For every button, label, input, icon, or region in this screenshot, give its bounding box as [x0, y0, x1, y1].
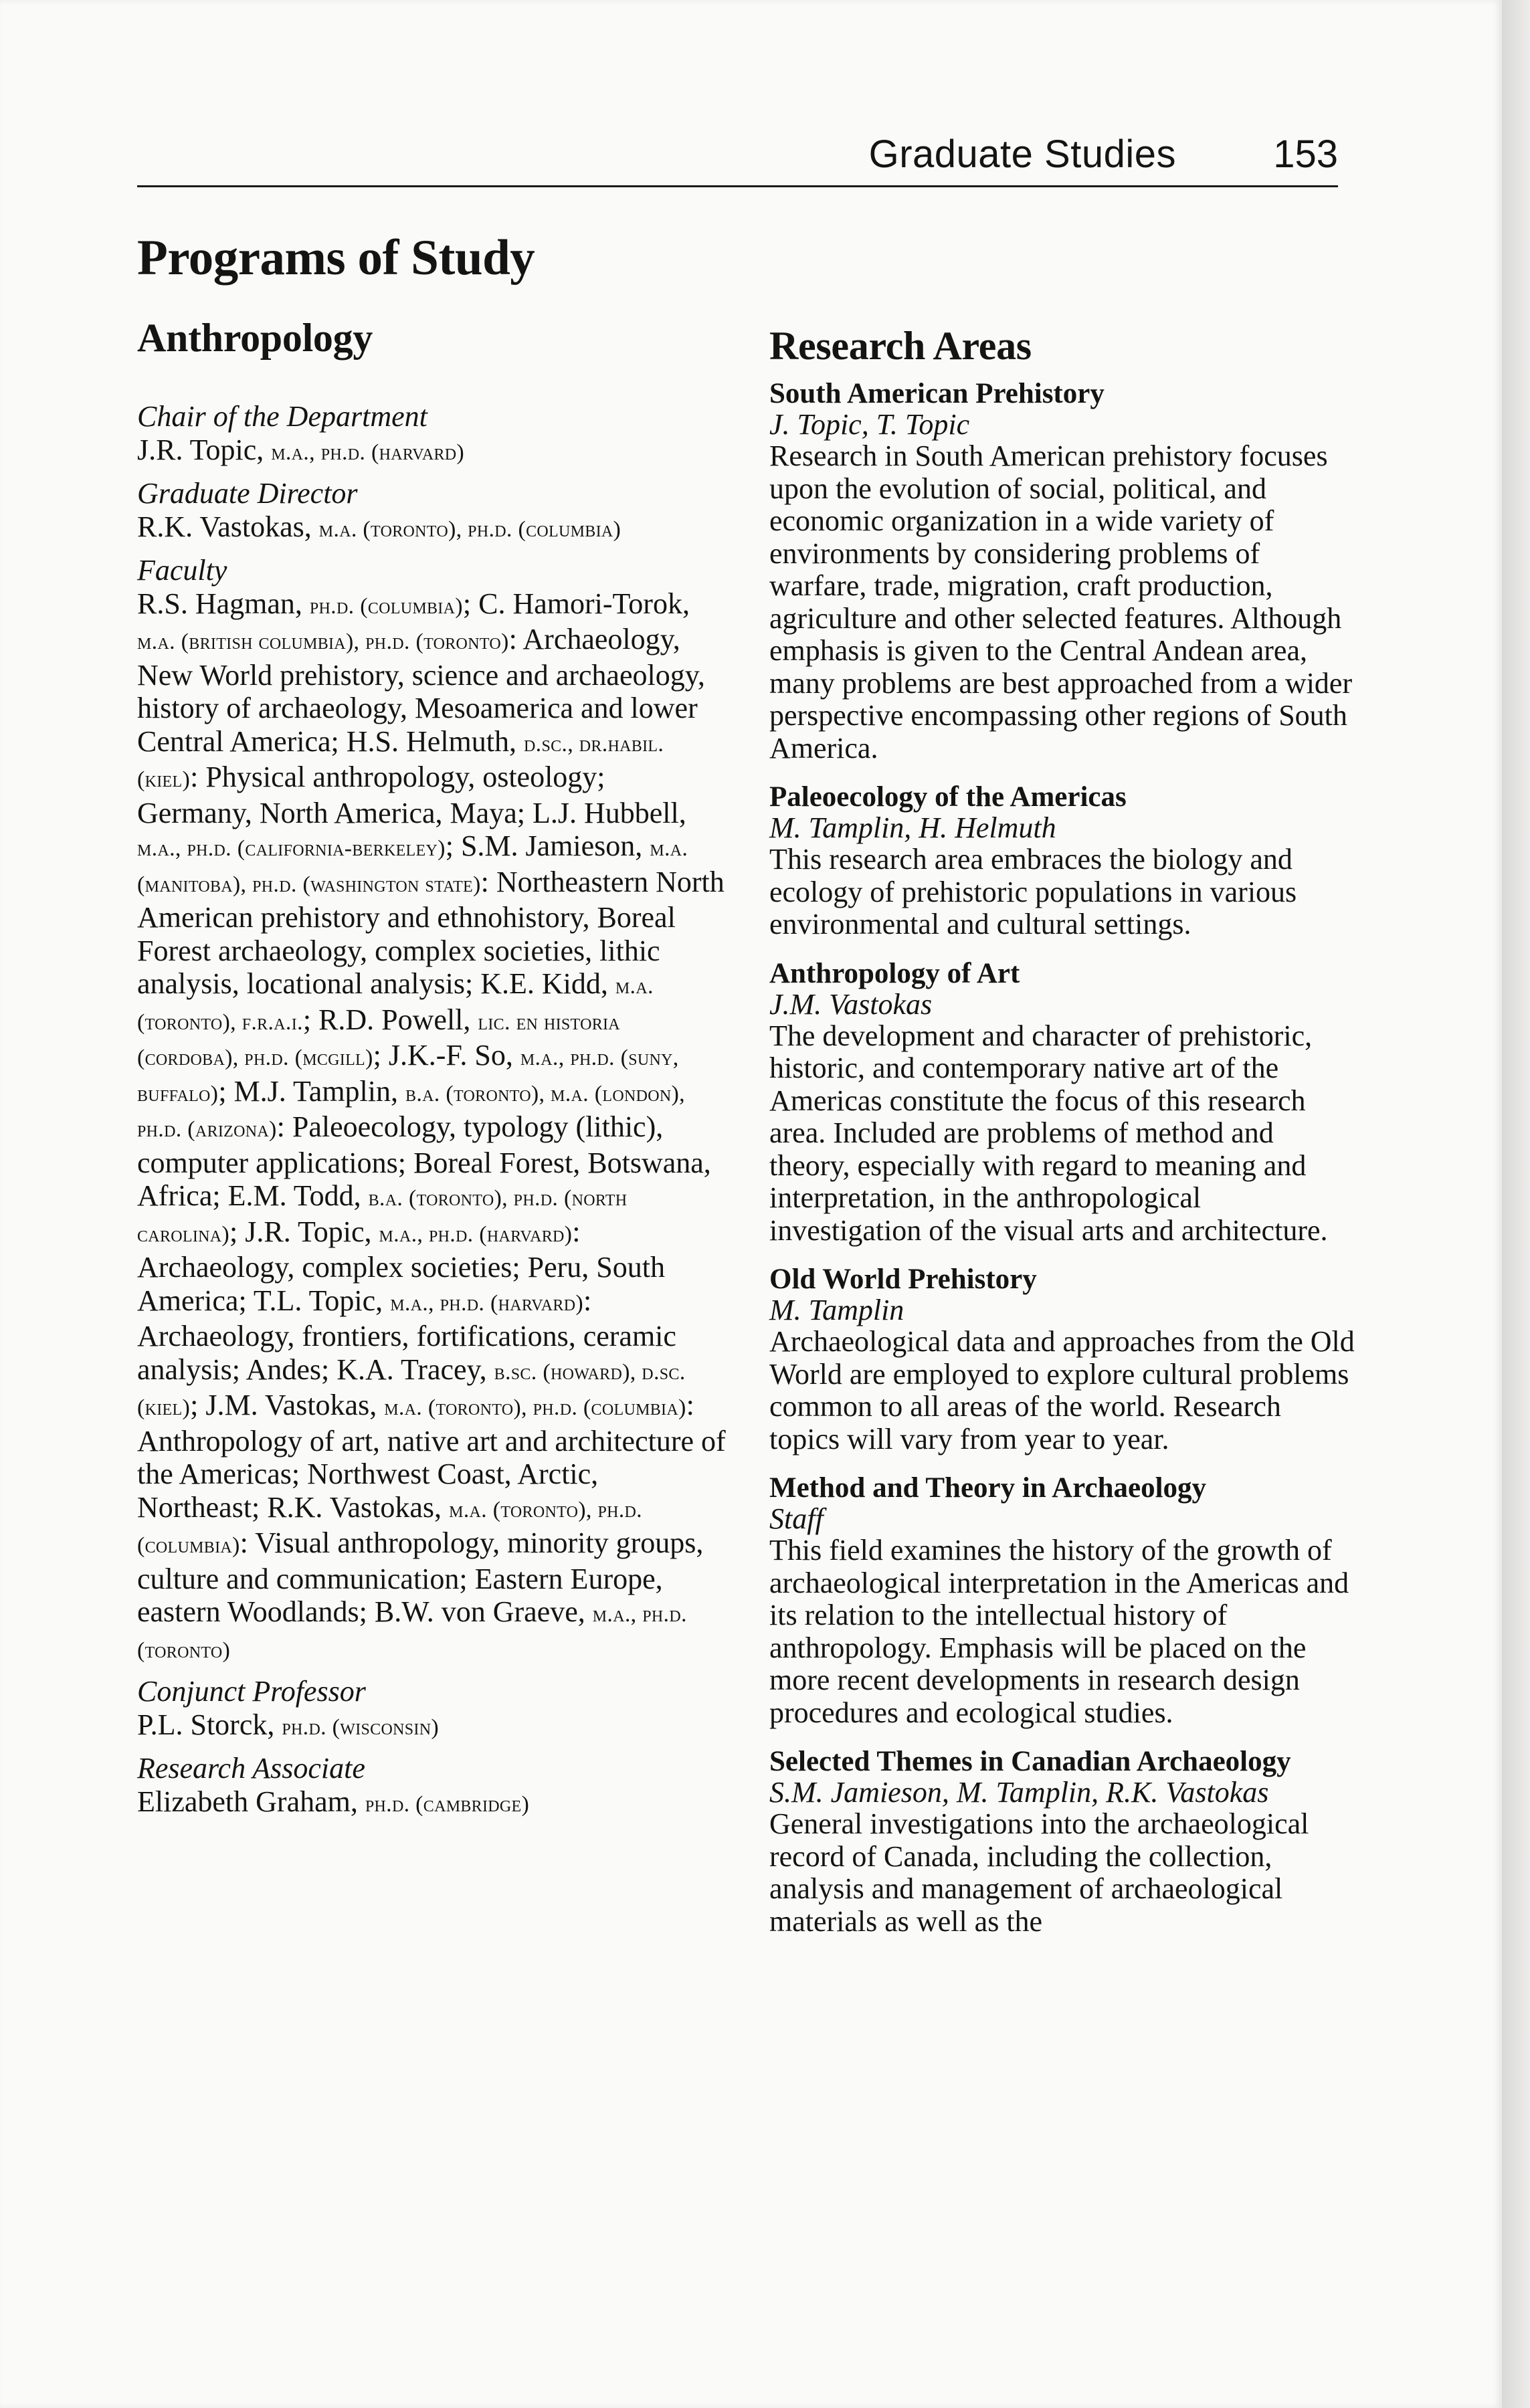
chair-degree: m.a., ph.d. (harvard) — [271, 439, 465, 465]
associate-name: Elizabeth Graham, — [137, 1785, 358, 1818]
conjunct-degree: ph.d. (wisconsin) — [282, 1714, 439, 1740]
research-areas-heading: Research Areas — [769, 324, 1032, 368]
faculty-areas: ; — [302, 1003, 312, 1036]
faculty-name: J.R. Topic, — [245, 1215, 372, 1248]
faculty-areas: : Archaeology, New World prehistory, science and archaeology, history of archaeology, Mesoamerica and lower Central America; — [137, 623, 705, 758]
faculty-areas: : Northeastern North American prehistory and ethnohistory, Boreal Forest archaeology, complex societies, lithic analysis, locational analysis; — [137, 865, 725, 1000]
faculty-degree: b.a. (toronto), m.a. (london), ph.d. (arizona) — [137, 1081, 685, 1142]
director-entry — [137, 510, 726, 546]
research-area-title: Selected Themes in Canadian Archaeology — [769, 1746, 1291, 1777]
associate-entry — [137, 1785, 726, 1821]
faculty-name: M.J. Tamplin, — [233, 1074, 399, 1108]
faculty-degree: m.a., ph.d. (harvard) — [379, 1221, 573, 1247]
faculty-areas: : Anthropology of art, native art and architecture of the Americas; Northwest Coast, Arctic, Northeast; — [137, 1389, 726, 1524]
faculty-areas: ; — [229, 1215, 238, 1248]
research-area-people: M. Tamplin, H. Helmuth — [769, 811, 1056, 844]
chair-entry — [137, 433, 726, 470]
faculty-degree: m.a. (british columbia), ph.d. (toronto) — [137, 629, 509, 654]
director-degree: m.a. (toronto), ph.d. (columbia) — [318, 516, 621, 542]
research-area-description: The development and character of prehistoric, historic, and contemporary native art of the Americas constitute the focus of this research area. Included are problems of method and theory, especially with regard to meaning and interpretation, in the anthropological investigation of the visual arts and architecture. — [769, 1019, 1328, 1247]
faculty-degree: m.a. (toronto), f.r.a.i. — [137, 974, 654, 1035]
faculty-name: K.A. Tracey, — [337, 1352, 487, 1386]
faculty-entry — [137, 587, 471, 620]
associate-degree: ph.d. (cambridge) — [365, 1791, 530, 1817]
faculty-name: K.E. Kidd, — [480, 967, 608, 1000]
research-area-people: Staff — [769, 1502, 824, 1535]
associate-label: Research Associate — [137, 1752, 365, 1785]
research-area-people: M. Tamplin — [769, 1294, 904, 1326]
faculty-degree: b.a. (toronto), ph.d. (north carolina) — [137, 1186, 628, 1247]
page-title: Programs of Study — [137, 230, 535, 286]
faculty-name: R.D. Powell, — [318, 1003, 471, 1036]
faculty-areas: : Archaeology, complex societies; Peru, South America; — [137, 1215, 665, 1317]
research-area — [769, 1473, 1358, 1729]
research-area-description: Archaeological data and approaches from the Old World are employed to explore cultural problems common to all areas of the world. Research topics will vary from year to year. — [769, 1325, 1355, 1456]
page-number: 153 — [1273, 132, 1338, 176]
research-area — [769, 959, 1358, 1247]
faculty-name: H.S. Helmuth, — [346, 724, 517, 758]
conjunct-entry — [137, 1708, 726, 1744]
faculty-areas: ; — [462, 587, 472, 620]
faculty-name: C. Hamori-Torok, — [478, 587, 690, 620]
research-area — [769, 782, 1358, 941]
faculty-areas: : Physical anthropology, osteology; Germany, North America, Maya; — [137, 761, 605, 829]
research-area-description: This research area embraces the biology and ecology of prehistoric populations in various environmental and cultural settings. — [769, 843, 1297, 940]
right-column — [769, 322, 1358, 1955]
faculty-degree: m.a. (toronto), ph.d. (columbia) — [137, 1497, 642, 1558]
running-header — [137, 124, 1338, 187]
faculty-degree: lic. en historia (cordoba), ph.d. (mcgill) — [137, 1009, 620, 1070]
faculty-areas: : Visual anthropology, minority groups, culture and communication; Eastern Europe, eastern Woodlands; — [137, 1526, 704, 1628]
research-area-title: South American Prehistory — [769, 378, 1105, 409]
faculty-name: S.M. Jamieson, — [460, 829, 643, 862]
conjunct-label: Conjunct Professor — [137, 1675, 366, 1708]
research-area — [769, 1264, 1358, 1456]
chair-name: J.R. Topic, — [137, 433, 264, 466]
header-section-title: Graduate Studies — [868, 132, 1176, 176]
faculty-areas: ; — [445, 829, 454, 862]
faculty-name: J.K.-F. So, — [388, 1039, 513, 1072]
faculty-name: B.W. von Graeve, — [374, 1595, 585, 1628]
faculty-degree: m.a., ph.d. (suny, buffalo) — [137, 1045, 679, 1106]
faculty-degree: m.a., ph.d. (toronto) — [137, 1602, 687, 1663]
research-area-title: Anthropology of Art — [769, 957, 1020, 989]
faculty-degree: m.a. (manitoba), ph.d. (washington state) — [137, 836, 688, 897]
left-column — [137, 314, 726, 1821]
research-area-title: Old World Prehistory — [769, 1264, 1037, 1295]
chair-label: Chair of the Department — [137, 400, 427, 433]
faculty-list — [137, 587, 726, 1668]
faculty-name: R.S. Hagman, — [137, 587, 302, 620]
faculty-degree: ph.d. (columbia) — [309, 593, 463, 619]
faculty-areas: ; — [218, 1074, 227, 1108]
research-area-description: General investigations into the archaeological record of Canada, including the collection, analysis and management of archaeological materials as well as the — [769, 1807, 1309, 1938]
faculty-label: Faculty — [137, 554, 227, 587]
faculty-areas: ; — [190, 1389, 199, 1421]
faculty-name: R.K. Vastokas, — [267, 1490, 442, 1524]
director-label: Graduate Director — [137, 477, 358, 510]
research-area — [769, 1746, 1358, 1938]
faculty-name: L.J. Hubbell, — [532, 796, 686, 829]
faculty-degree: d.sc., dr.habil. (kiel) — [137, 731, 664, 792]
faculty-name: J.M. Vastokas, — [205, 1389, 377, 1421]
faculty-name: E.M. Todd, — [227, 1179, 361, 1212]
faculty-name: T.L. Topic, — [253, 1284, 383, 1317]
research-area-people: J.M. Vastokas — [769, 987, 933, 1021]
faculty-degree: m.a., ph.d. (california-berkeley) — [137, 836, 446, 861]
research-area-description: Research in South American prehistory focuses upon the evolution of social, political, and economic organization in a wide variety of environments by considering problems of warfare, trade, migration, craft production, agriculture and other selected features. Although emphasis is given to the Central Andean area, many problems are best approached from a wider perspective encompassing other regions of South America. — [769, 439, 1353, 765]
faculty-degree: m.a., ph.d. (harvard) — [390, 1290, 583, 1316]
faculty-degree: b.sc. (howard), d.sc. (kiel) — [137, 1359, 686, 1420]
conjunct-name: P.L. Storck, — [137, 1708, 275, 1741]
research-area-title: Paleoecology of the Americas — [769, 781, 1127, 813]
research-area-title: Method and Theory in Archaeology — [769, 1472, 1207, 1504]
page-edge — [1502, 0, 1530, 2408]
research-area-people: J. Topic, T. Topic — [769, 408, 970, 441]
research-area — [769, 379, 1358, 765]
faculty-areas: : Archaeology, frontiers, fortifications, ceramic analysis; Andes; — [137, 1284, 676, 1386]
faculty-areas: ; — [373, 1039, 381, 1072]
program-heading: Anthropology — [137, 316, 373, 360]
faculty-areas: : Paleoecology, typology (lithic), computer applications; Boreal Forest, Botswana, Africa; — [137, 1110, 711, 1212]
director-name: R.K. Vastokas, — [137, 510, 312, 543]
faculty-degree: m.a. (toronto), ph.d. (columbia) — [384, 1395, 686, 1420]
research-area-people: S.M. Jamieson, M. Tamplin, R.K. Vastokas — [769, 1776, 1269, 1809]
research-area-description: This field examines the history of the growth of archaeological interpretation in the Americas and its relation to the intellectual history of anthropology. Emphasis will be placed on the more recent developments in research design procedures and ecological studies. — [769, 1534, 1349, 1729]
